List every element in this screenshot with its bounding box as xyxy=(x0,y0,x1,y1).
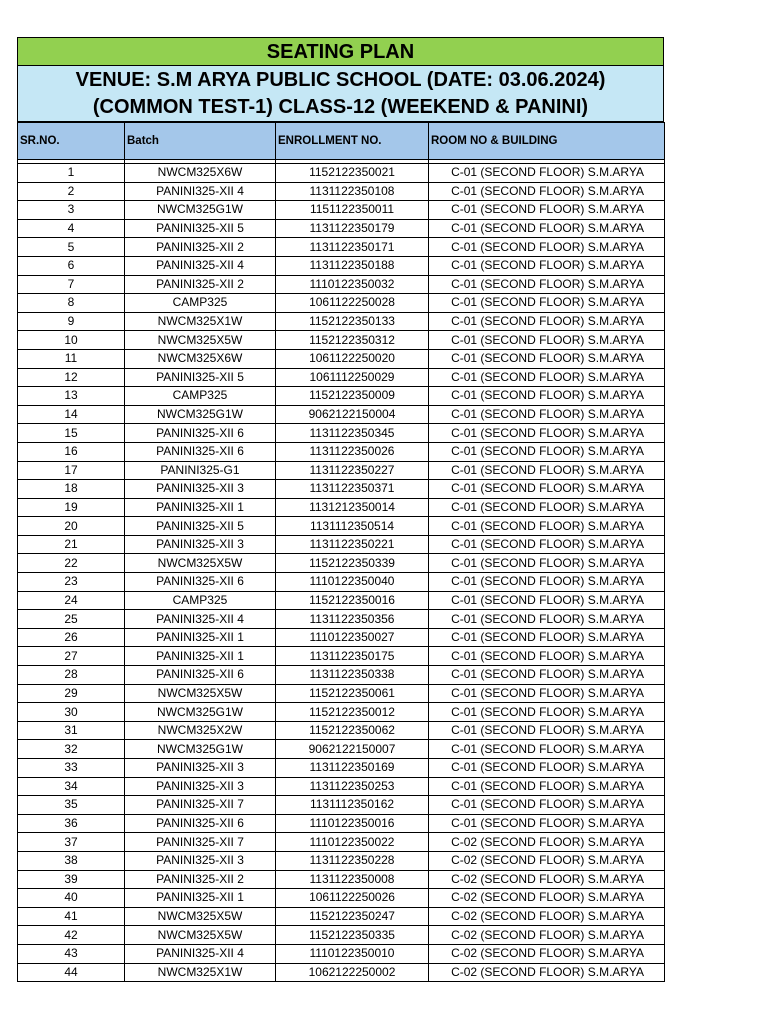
table-row xyxy=(18,647,665,666)
table-row xyxy=(18,870,665,889)
cell-room-building: C-01 (SECOND FLOOR) S.M.ARYA xyxy=(429,238,665,257)
cell-batch: CAMP325 xyxy=(125,294,276,313)
cell-sr-no: 28 xyxy=(18,666,125,685)
cell-enrollment-no: 1131122350227 xyxy=(276,461,429,480)
table-row xyxy=(18,814,665,833)
cell-batch: NWCM325X1W xyxy=(125,312,276,331)
cell-sr-no: 16 xyxy=(18,442,125,461)
cell-sr-no: 3 xyxy=(18,201,125,220)
venue-line-2: (COMMON TEST-1) CLASS-12 (WEEKEND & PANINI) xyxy=(92,96,589,118)
cell-enrollment-no: 1062122250002 xyxy=(276,963,429,982)
cell-sr-no: 20 xyxy=(18,517,125,536)
cell-batch: NWCM325G1W xyxy=(125,201,276,220)
cell-batch: PANINI325-XII 3 xyxy=(125,777,276,796)
cell-sr-no: 44 xyxy=(18,963,125,982)
cell-sr-no: 11 xyxy=(18,349,125,368)
cell-enrollment-no: 9062122150007 xyxy=(276,740,429,759)
cell-room-building: C-01 (SECOND FLOOR) S.M.ARYA xyxy=(429,182,665,201)
table-row xyxy=(18,666,665,685)
cell-sr-no: 21 xyxy=(18,535,125,554)
cell-batch: PANINI325-XII 6 xyxy=(125,424,276,443)
cell-enrollment-no: 1152122350062 xyxy=(276,721,429,740)
cell-sr-no: 4 xyxy=(18,219,125,238)
cell-room-building: C-01 (SECOND FLOOR) S.M.ARYA xyxy=(429,164,665,183)
cell-sr-no: 31 xyxy=(18,721,125,740)
cell-batch: PANINI325-XII 3 xyxy=(125,851,276,870)
venue-banner xyxy=(17,66,664,122)
cell-enrollment-no: 9062122150004 xyxy=(276,405,429,424)
cell-room-building: C-01 (SECOND FLOOR) S.M.ARYA xyxy=(429,814,665,833)
cell-batch: NWCM325G1W xyxy=(125,405,276,424)
cell-sr-no: 24 xyxy=(18,591,125,610)
table-row xyxy=(18,238,665,257)
cell-room-building: C-01 (SECOND FLOOR) S.M.ARYA xyxy=(429,498,665,517)
cell-room-building: C-01 (SECOND FLOOR) S.M.ARYA xyxy=(429,591,665,610)
cell-batch: PANINI325-XII 3 xyxy=(125,759,276,778)
cell-room-building: C-01 (SECOND FLOOR) S.M.ARYA xyxy=(429,201,665,220)
column-header-room: ROOM NO & BUILDING xyxy=(429,123,665,160)
cell-enrollment-no: 1152122350012 xyxy=(276,703,429,722)
table-row xyxy=(18,219,665,238)
cell-room-building: C-01 (SECOND FLOOR) S.M.ARYA xyxy=(429,517,665,536)
cell-batch: PANINI325-XII 1 xyxy=(125,889,276,908)
cell-sr-no: 35 xyxy=(18,796,125,815)
cell-enrollment-no: 1131122350338 xyxy=(276,666,429,685)
table-row xyxy=(18,498,665,517)
cell-batch: NWCM325X5W xyxy=(125,926,276,945)
cell-sr-no: 33 xyxy=(18,759,125,778)
table-row xyxy=(18,517,665,536)
cell-sr-no: 29 xyxy=(18,684,125,703)
cell-sr-no: 30 xyxy=(18,703,125,722)
table-row xyxy=(18,275,665,294)
table-row xyxy=(18,777,665,796)
cell-sr-no: 23 xyxy=(18,573,125,592)
cell-room-building: C-01 (SECOND FLOOR) S.M.ARYA xyxy=(429,666,665,685)
cell-room-building: C-01 (SECOND FLOOR) S.M.ARYA xyxy=(429,703,665,722)
cell-enrollment-no: 1152122350016 xyxy=(276,591,429,610)
table-row xyxy=(18,703,665,722)
cell-sr-no: 38 xyxy=(18,851,125,870)
cell-enrollment-no: 1152122350335 xyxy=(276,926,429,945)
cell-room-building: C-01 (SECOND FLOOR) S.M.ARYA xyxy=(429,647,665,666)
cell-batch: PANINI325-XII 4 xyxy=(125,944,276,963)
cell-enrollment-no: 1131122350371 xyxy=(276,480,429,499)
cell-enrollment-no: 1152122350021 xyxy=(276,164,429,183)
cell-enrollment-no: 1110122350022 xyxy=(276,833,429,852)
cell-enrollment-no: 1061122250026 xyxy=(276,889,429,908)
seating-table xyxy=(17,122,665,982)
table-row xyxy=(18,684,665,703)
table-row xyxy=(18,610,665,629)
cell-enrollment-no: 1152122350339 xyxy=(276,554,429,573)
cell-room-building: C-01 (SECOND FLOOR) S.M.ARYA xyxy=(429,610,665,629)
cell-enrollment-no: 1131122350356 xyxy=(276,610,429,629)
table-row xyxy=(18,312,665,331)
table-row xyxy=(18,331,665,350)
cell-sr-no: 9 xyxy=(18,312,125,331)
table-row xyxy=(18,721,665,740)
table-row xyxy=(18,442,665,461)
cell-enrollment-no: 1110122350016 xyxy=(276,814,429,833)
cell-batch: NWCM325X5W xyxy=(125,907,276,926)
cell-sr-no: 37 xyxy=(18,833,125,852)
table-row xyxy=(18,201,665,220)
cell-sr-no: 2 xyxy=(18,182,125,201)
cell-room-building: C-01 (SECOND FLOOR) S.M.ARYA xyxy=(429,405,665,424)
cell-sr-no: 15 xyxy=(18,424,125,443)
cell-enrollment-no: 1131122350228 xyxy=(276,851,429,870)
cell-room-building: C-01 (SECOND FLOOR) S.M.ARYA xyxy=(429,219,665,238)
cell-room-building: C-02 (SECOND FLOOR) S.M.ARYA xyxy=(429,889,665,908)
cell-sr-no: 25 xyxy=(18,610,125,629)
cell-batch: CAMP325 xyxy=(125,591,276,610)
column-header-batch: Batch xyxy=(125,123,276,160)
cell-enrollment-no: 1131122350171 xyxy=(276,238,429,257)
cell-room-building: C-01 (SECOND FLOOR) S.M.ARYA xyxy=(429,740,665,759)
cell-batch: NWCM325X1W xyxy=(125,963,276,982)
cell-room-building: C-01 (SECOND FLOOR) S.M.ARYA xyxy=(429,312,665,331)
cell-batch: PANINI325-XII 6 xyxy=(125,814,276,833)
cell-room-building: C-01 (SECOND FLOOR) S.M.ARYA xyxy=(429,424,665,443)
cell-sr-no: 14 xyxy=(18,405,125,424)
table-row xyxy=(18,554,665,573)
cell-sr-no: 32 xyxy=(18,740,125,759)
cell-sr-no: 36 xyxy=(18,814,125,833)
cell-sr-no: 43 xyxy=(18,944,125,963)
cell-enrollment-no: 1110122350010 xyxy=(276,944,429,963)
cell-batch: PANINI325-XII 1 xyxy=(125,628,276,647)
cell-room-building: C-01 (SECOND FLOOR) S.M.ARYA xyxy=(429,628,665,647)
cell-enrollment-no: 1152122350009 xyxy=(276,387,429,406)
cell-sr-no: 40 xyxy=(18,889,125,908)
cell-room-building: C-01 (SECOND FLOOR) S.M.ARYA xyxy=(429,535,665,554)
table-row xyxy=(18,851,665,870)
cell-enrollment-no: 1131122350253 xyxy=(276,777,429,796)
table-row xyxy=(18,424,665,443)
cell-batch: PANINI325-XII 3 xyxy=(125,535,276,554)
cell-enrollment-no: 1131122350108 xyxy=(276,182,429,201)
table-row xyxy=(18,405,665,424)
cell-enrollment-no: 1131122350175 xyxy=(276,647,429,666)
cell-sr-no: 7 xyxy=(18,275,125,294)
cell-room-building: C-01 (SECOND FLOOR) S.M.ARYA xyxy=(429,480,665,499)
cell-batch: NWCM325X5W xyxy=(125,684,276,703)
cell-room-building: C-01 (SECOND FLOOR) S.M.ARYA xyxy=(429,796,665,815)
cell-sr-no: 13 xyxy=(18,387,125,406)
cell-enrollment-no: 1152122350061 xyxy=(276,684,429,703)
cell-batch: PANINI325-XII 7 xyxy=(125,833,276,852)
cell-batch: PANINI325-XII 5 xyxy=(125,368,276,387)
table-row xyxy=(18,294,665,313)
cell-batch: NWCM325G1W xyxy=(125,703,276,722)
cell-batch: PANINI325-XII 6 xyxy=(125,573,276,592)
table-row xyxy=(18,480,665,499)
cell-sr-no: 17 xyxy=(18,461,125,480)
cell-batch: NWCM325X2W xyxy=(125,721,276,740)
cell-enrollment-no: 1152122350247 xyxy=(276,907,429,926)
cell-sr-no: 8 xyxy=(18,294,125,313)
cell-room-building: C-02 (SECOND FLOOR) S.M.ARYA xyxy=(429,907,665,926)
cell-sr-no: 42 xyxy=(18,926,125,945)
cell-batch: PANINI325-XII 2 xyxy=(125,870,276,889)
table-row xyxy=(18,461,665,480)
table-row xyxy=(18,349,665,368)
cell-batch: PANINI325-XII 3 xyxy=(125,480,276,499)
cell-room-building: C-01 (SECOND FLOOR) S.M.ARYA xyxy=(429,294,665,313)
cell-enrollment-no: 1131122350169 xyxy=(276,759,429,778)
cell-enrollment-no: 1152122350133 xyxy=(276,312,429,331)
cell-room-building: C-01 (SECOND FLOOR) S.M.ARYA xyxy=(429,256,665,275)
cell-room-building: C-01 (SECOND FLOOR) S.M.ARYA xyxy=(429,387,665,406)
cell-batch: PANINI325-XII 5 xyxy=(125,219,276,238)
cell-enrollment-no: 1152122350312 xyxy=(276,331,429,350)
cell-batch: NWCM325X5W xyxy=(125,554,276,573)
table-row xyxy=(18,368,665,387)
cell-sr-no: 10 xyxy=(18,331,125,350)
cell-enrollment-no: 1110122350027 xyxy=(276,628,429,647)
cell-room-building: C-02 (SECOND FLOOR) S.M.ARYA xyxy=(429,870,665,889)
sheet-title: SEATING PLAN xyxy=(17,37,664,66)
cell-sr-no: 34 xyxy=(18,777,125,796)
cell-room-building: C-01 (SECOND FLOOR) S.M.ARYA xyxy=(429,331,665,350)
table-row xyxy=(18,740,665,759)
cell-enrollment-no: 1110122350032 xyxy=(276,275,429,294)
cell-enrollment-no: 1131212350014 xyxy=(276,498,429,517)
cell-room-building: C-01 (SECOND FLOOR) S.M.ARYA xyxy=(429,777,665,796)
cell-sr-no: 27 xyxy=(18,647,125,666)
table-row xyxy=(18,535,665,554)
cell-enrollment-no: 1131122350026 xyxy=(276,442,429,461)
cell-enrollment-no: 1131112350162 xyxy=(276,796,429,815)
cell-sr-no: 39 xyxy=(18,870,125,889)
cell-batch: PANINI325-XII 1 xyxy=(125,498,276,517)
table-row xyxy=(18,833,665,852)
cell-batch: NWCM325X6W xyxy=(125,164,276,183)
cell-batch: PANINI325-XII 2 xyxy=(125,275,276,294)
table-row xyxy=(18,573,665,592)
cell-batch: PANINI325-XII 4 xyxy=(125,182,276,201)
cell-room-building: C-01 (SECOND FLOOR) S.M.ARYA xyxy=(429,554,665,573)
cell-sr-no: 22 xyxy=(18,554,125,573)
cell-enrollment-no: 1110122350040 xyxy=(276,573,429,592)
cell-batch: NWCM325X5W xyxy=(125,331,276,350)
cell-sr-no: 12 xyxy=(18,368,125,387)
cell-enrollment-no: 1061122250028 xyxy=(276,294,429,313)
table-row xyxy=(18,944,665,963)
cell-enrollment-no: 1131122350345 xyxy=(276,424,429,443)
cell-room-building: C-02 (SECOND FLOOR) S.M.ARYA xyxy=(429,944,665,963)
cell-room-building: C-02 (SECOND FLOOR) S.M.ARYA xyxy=(429,851,665,870)
cell-enrollment-no: 1151122350011 xyxy=(276,201,429,220)
cell-room-building: C-01 (SECOND FLOOR) S.M.ARYA xyxy=(429,368,665,387)
cell-enrollment-no: 1061112250029 xyxy=(276,368,429,387)
table-row xyxy=(18,759,665,778)
cell-batch: NWCM325X6W xyxy=(125,349,276,368)
cell-room-building: C-02 (SECOND FLOOR) S.M.ARYA xyxy=(429,963,665,982)
cell-batch: PANINI325-XII 4 xyxy=(125,610,276,629)
table-row xyxy=(18,387,665,406)
table-row xyxy=(18,889,665,908)
cell-room-building: C-01 (SECOND FLOOR) S.M.ARYA xyxy=(429,349,665,368)
table-row xyxy=(18,907,665,926)
cell-batch: PANINI325-XII 6 xyxy=(125,666,276,685)
cell-sr-no: 26 xyxy=(18,628,125,647)
cell-room-building: C-02 (SECOND FLOOR) S.M.ARYA xyxy=(429,926,665,945)
cell-enrollment-no: 1131112350514 xyxy=(276,517,429,536)
cell-batch: PANINI325-XII 6 xyxy=(125,442,276,461)
cell-room-building: C-01 (SECOND FLOOR) S.M.ARYA xyxy=(429,461,665,480)
cell-enrollment-no: 1131122350188 xyxy=(276,256,429,275)
cell-batch: PANINI325-G1 xyxy=(125,461,276,480)
cell-room-building: C-01 (SECOND FLOOR) S.M.ARYA xyxy=(429,573,665,592)
cell-sr-no: 6 xyxy=(18,256,125,275)
cell-enrollment-no: 1131122350221 xyxy=(276,535,429,554)
table-row xyxy=(18,591,665,610)
cell-sr-no: 1 xyxy=(18,164,125,183)
cell-batch: PANINI325-XII 5 xyxy=(125,517,276,536)
cell-room-building: C-01 (SECOND FLOOR) S.M.ARYA xyxy=(429,684,665,703)
table-row xyxy=(18,963,665,982)
table-body xyxy=(18,164,665,982)
cell-batch: PANINI325-XII 1 xyxy=(125,647,276,666)
cell-batch: PANINI325-XII 4 xyxy=(125,256,276,275)
cell-batch: PANINI325-XII 2 xyxy=(125,238,276,257)
cell-enrollment-no: 1131122350179 xyxy=(276,219,429,238)
venue-line-1: VENUE: S.M ARYA PUBLIC SCHOOL (DATE: 03.06.2024) xyxy=(75,69,606,91)
cell-batch: CAMP325 xyxy=(125,387,276,406)
column-header-sr: SR.NO. xyxy=(18,123,125,160)
table-row xyxy=(18,256,665,275)
cell-room-building: C-02 (SECOND FLOOR) S.M.ARYA xyxy=(429,833,665,852)
table-row xyxy=(18,182,665,201)
cell-room-building: C-01 (SECOND FLOOR) S.M.ARYA xyxy=(429,442,665,461)
cell-batch: NWCM325G1W xyxy=(125,740,276,759)
table-row xyxy=(18,164,665,183)
table-row xyxy=(18,628,665,647)
seating-plan-sheet xyxy=(17,37,664,982)
table-row xyxy=(18,796,665,815)
cell-enrollment-no: 1061122250020 xyxy=(276,349,429,368)
cell-room-building: C-01 (SECOND FLOOR) S.M.ARYA xyxy=(429,759,665,778)
column-header-enrollment: ENROLLMENT NO. xyxy=(276,123,429,160)
cell-enrollment-no: 1131122350008 xyxy=(276,870,429,889)
table-row xyxy=(18,926,665,945)
cell-room-building: C-01 (SECOND FLOOR) S.M.ARYA xyxy=(429,721,665,740)
cell-sr-no: 5 xyxy=(18,238,125,257)
cell-sr-no: 19 xyxy=(18,498,125,517)
cell-sr-no: 18 xyxy=(18,480,125,499)
cell-room-building: C-01 (SECOND FLOOR) S.M.ARYA xyxy=(429,275,665,294)
table-header-row xyxy=(18,123,665,160)
cell-batch: PANINI325-XII 7 xyxy=(125,796,276,815)
cell-sr-no: 41 xyxy=(18,907,125,926)
